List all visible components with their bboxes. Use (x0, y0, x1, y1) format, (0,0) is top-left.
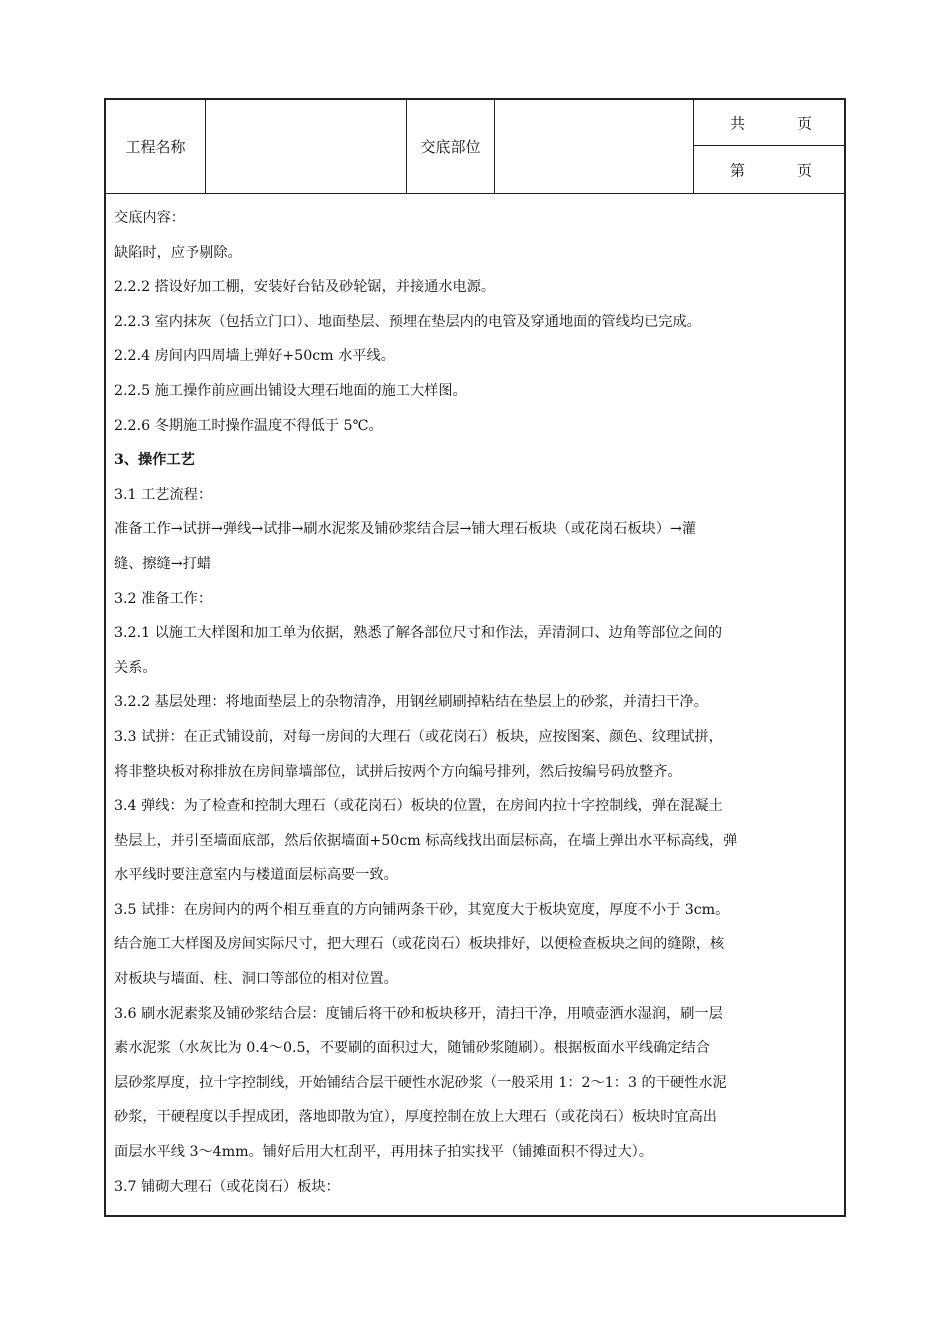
project-name-value (206, 100, 407, 193)
content-line: 3.4 弹线：为了检查和控制大理石（或花岗石）板块的位置，在房间内拉十字控制线，弹在混凝土 (114, 798, 723, 815)
project-name-label: 工程名称 (106, 100, 206, 193)
content-line: 3.2.2 基层处理：将地面垫层上的杂物清净，用钢丝刷刷掉粘结在垫层上的砂浆，并清扫干净。 (114, 694, 708, 711)
content-line: 面层水平线 3～4mm。铺好后用大杠刮平，再用抹子拍实找平（铺摊面积不得过大）。 (114, 1144, 653, 1161)
content-line: 2.2.2 搭设好加工棚，安装好台钻及砂轮锯，并接通水电源。 (114, 279, 496, 296)
content-line: 垫层上，并引至墙面底部，然后依据墙面+50cm 标高线找出面层标高，在墙上弹出水平标高线，弹 (114, 832, 738, 849)
page-number-cell (694, 146, 844, 193)
content-line: 3.7 铺砌大理石（或花岗石）板块： (114, 1178, 340, 1195)
content-line: 2.2.6 冬期施工时操作温度不得低于 5℃。 (114, 417, 383, 434)
total-pages-right: 页 (797, 114, 813, 132)
content-line: 关系。 (114, 659, 157, 676)
content-line: 交底内容： (114, 210, 185, 226)
disclosure-sheet (104, 98, 846, 1217)
content-line: 素水泥浆（水灰比为 0.4～0.5，不要刷的面积过大，随铺砂浆随刷）。根据板面水平线确定结合 (114, 1040, 710, 1057)
total-pages-cell (694, 100, 844, 146)
page-number-left: 第 (730, 161, 746, 179)
content-line: 对板块与墙面、柱、洞口等部位的相对位置。 (114, 971, 398, 988)
content-line: 3.3 试拼：在正式铺设前，对每一房间的大理石（或花岗石）板块，应按图案、颜色、纹理试拼， (114, 728, 723, 745)
content-line: 砂浆，干硬程度以手捏成团，落地即散为宜），厚度控制在放上大理石（或花岗石）板块时宜高出 (114, 1109, 717, 1126)
location-label: 交底部位 (407, 100, 495, 193)
content-line: 3.2.1 以施工大样图和加工单为依据，熟悉了解各部位尺寸和作法，弄清洞口、边角等部位之间的 (114, 625, 723, 642)
header-table (106, 100, 844, 194)
content-line: 层砂浆厚度，拉十字控制线，开始铺结合层干硬性水泥砂浆（一般采用 1：2～1：3 的干硬性水泥 (114, 1074, 727, 1091)
disclosure-content (114, 201, 838, 1204)
content-line: 缝、擦缝→打蜡 (114, 555, 212, 572)
location-value (495, 100, 694, 193)
content-line: 水平线时要注意室内与楼道面层标高要一致。 (114, 867, 398, 884)
content-line: 结合施工大样图及房间实际尺寸，把大理石（或花岗石）板块排好，以便检查板块之间的缝隙，核 (114, 936, 725, 953)
content-line: 2.2.3 室内抹灰（包括立门口）、地面垫层、预埋在垫层内的电管及穿通地面的管线均已完成。 (114, 313, 701, 330)
content-line: 将非整块板对称排放在房间靠墙部位，试拼后按两个方向编号排列，然后按编号码放整齐。 (114, 763, 682, 780)
page-number-right: 页 (797, 161, 813, 179)
content-line: 3.5 试排：在房间内的两个相互垂直的方向铺两条干砂，其宽度大于板块宽度，厚度不小于 3cm。 (114, 901, 730, 918)
content-line: 3.2 准备工作： (114, 590, 213, 607)
section-heading: 3、操作工艺 (114, 452, 195, 469)
content-line: 2.2.4 房间内四周墙上弹好+50cm 水平线。 (114, 348, 395, 365)
total-pages-left: 共 (730, 114, 746, 132)
content-line: 准备工作→试拼→弹线→试排→刷水泥浆及铺砂浆结合层→铺大理石板块（或花岗石板块）→灌 (114, 521, 697, 538)
content-line: 2.2.5 施工操作前应画出铺设大理石地面的施工大样图。 (114, 382, 467, 399)
content-line: 3.6 刷水泥素浆及铺砂浆结合层：度铺后将干砂和板块移开，清扫干净，用喷壶洒水湿润，刷一层 (114, 1005, 723, 1022)
content-line: 缺陷时，应予剔除。 (114, 244, 242, 261)
content-line: 3.1 工艺流程： (114, 486, 213, 503)
